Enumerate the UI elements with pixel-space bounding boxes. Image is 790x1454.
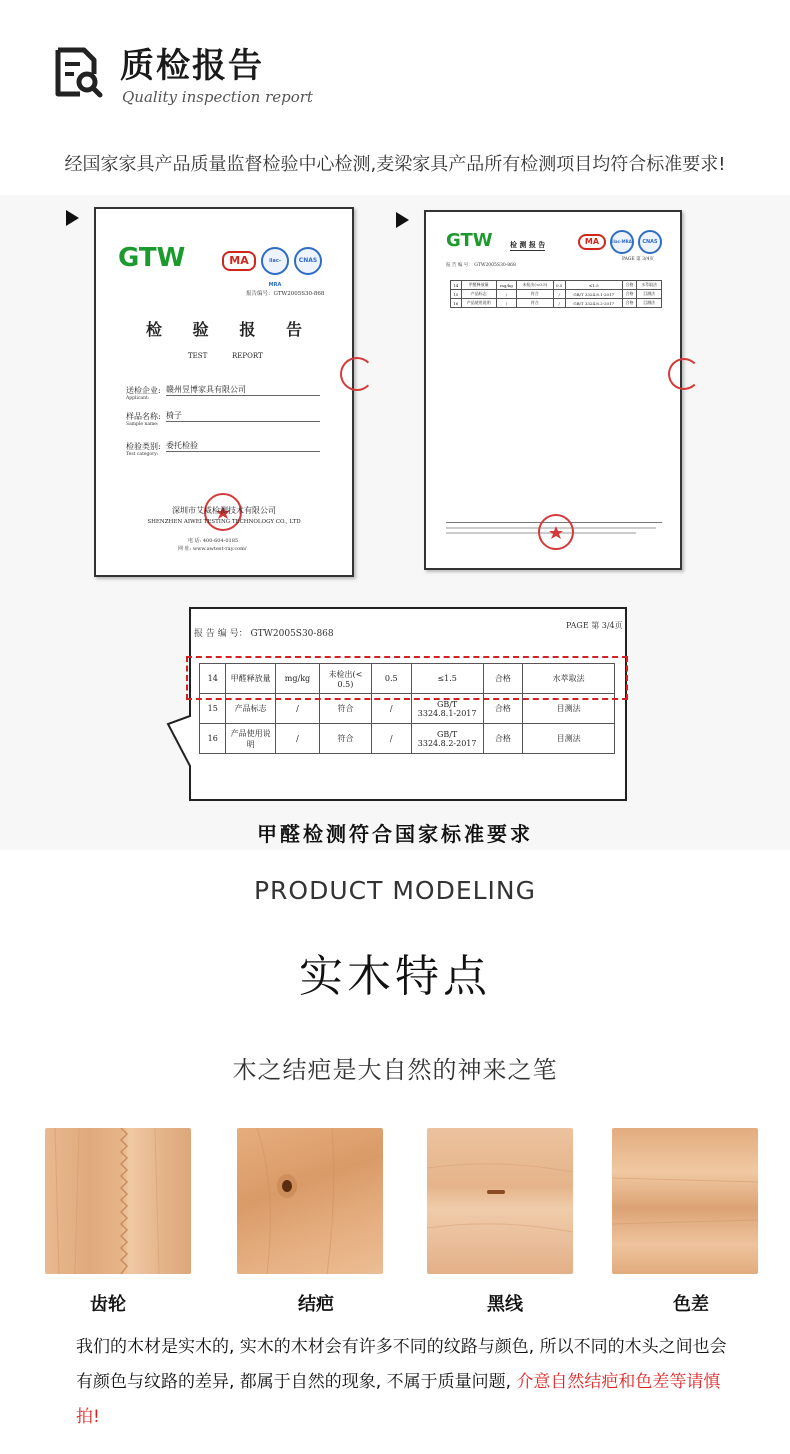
arrow-right-icon: [396, 212, 409, 228]
detail-report-sheet: [424, 210, 682, 570]
report-title-en-2: REPORT: [232, 352, 263, 360]
wood-label-knot: 结疤: [298, 1294, 334, 1315]
report-title: 检 验 报 告: [146, 320, 302, 339]
field-label: 检验类别:: [126, 442, 161, 451]
red-seal-stamp: [538, 514, 574, 550]
table-row: 16 产品使用说 明 / 符合 / GB/T 3324.8.2-2017 合格 目测法: [200, 724, 615, 754]
zoom-page-number: PAGE 第 3/4页: [566, 621, 623, 630]
intro-text: 经国家家具产品质量监督检验中心检测,麦梁家具产品所有检测项目均符合标准要求!: [64, 154, 726, 175]
edge-seal-stamp: [340, 357, 374, 391]
wood-label-finger-joint: 齿轮: [90, 1294, 126, 1315]
highlight-dashed-box: [186, 656, 628, 700]
testing-company: 深圳市艾威检测技术有限公司: [172, 506, 276, 515]
field-label: 送检企业:: [126, 386, 161, 395]
table-row: 14 甲醛释放量 mg/kg 未检出(< 0.5) 0.5 ≤1.5 合格 水萃取法: [200, 664, 615, 694]
knot-wood-image: [237, 1128, 383, 1274]
field-sublabel: Sample name:: [126, 422, 159, 427]
field-value: 赣州昱博家具有限公司: [166, 384, 320, 396]
table-row: 14 甲醛释放量 mg/kg 未检出(<0.5) 0.5 ≤1.5 合格 水萃取法: [451, 281, 662, 290]
wood-label-color-difference: 色差: [673, 1294, 709, 1315]
gtw-logo: GTW: [118, 243, 186, 273]
field-label: 样品名称:: [126, 412, 161, 421]
wood-label-black-line: 黑线: [487, 1294, 523, 1315]
section-english-title: PRODUCT MODELING: [253, 876, 536, 905]
gtw-logo: GTW: [446, 230, 493, 251]
company-phone: 电 话: 400-604-0185: [188, 538, 239, 544]
report-number: 报 告 编 号： GTW2005S30-868: [446, 263, 516, 268]
detail-report-heading: 检 测 报 告: [510, 240, 546, 249]
testing-company-en: SHENZHEN AIWEI TESTING TECHNOLOGY CO., LTD: [147, 519, 301, 525]
detail-results-table: [450, 280, 662, 308]
field-value: 椅子: [166, 410, 320, 422]
page-title: 质检报告: [120, 46, 264, 86]
table-row: 15 产品标志 / 符合 / GB/T 3324.8.1-2017 合格 目测法: [200, 694, 615, 724]
cnas-badge: CNAS: [294, 247, 322, 275]
ilac-badge: ilac-MRA: [610, 230, 634, 254]
color-difference-wood-image: [612, 1128, 758, 1274]
page-subtitle: Quality inspection report: [122, 88, 313, 106]
ma-badge: MA: [578, 234, 606, 250]
page-number: PAGE 第 3/4页: [622, 257, 654, 262]
zoom-report-number: 报 告 编 号： GTW2005S30-868: [194, 629, 334, 639]
ma-badge: MA: [222, 251, 256, 271]
table-row: 15 产品标志 / 符合 / GB/T 3324.8.1-2017 合格 目测法: [451, 290, 662, 299]
report-document-icon: [52, 44, 104, 100]
ilac-badge: ilac-MRA: [261, 247, 289, 275]
black-line-wood-image: [427, 1128, 573, 1274]
section-title: 实木特点: [299, 951, 491, 1002]
cnas-badge: CNAS: [638, 230, 662, 254]
description-text: 我们的木材是实木的, 实木的木材会有许多不同的纹路与颜色, 所以不同的木头之间也会有颜色与纹路的差异, 都属于自然的现象, 不属于质量问题,: [76, 1337, 727, 1392]
report-title-en-1: TEST: [188, 352, 208, 360]
report-number: 报告编号：GTW2005S30-868: [246, 291, 325, 297]
wood-description: [76, 1330, 736, 1435]
description-warning: 介意自然结疤和色差等请慎拍!: [76, 1372, 721, 1427]
edge-seal-stamp: [668, 358, 700, 390]
table-row: 16 产品使用说明 / 符合 / GB/T 3324.8.2-2017 合格 目测法: [451, 299, 662, 308]
field-sublabel: Test category:: [126, 452, 159, 457]
company-website: 网 址: www.awtest-ray.com/: [178, 546, 247, 552]
cover-report-sheet: [94, 207, 354, 577]
formaldehyde-caption: 甲醛检测符合国家标准要求: [257, 822, 533, 846]
arrow-right-icon: [66, 210, 79, 226]
finger-joint-wood-image: [45, 1128, 191, 1274]
field-value: 委托检验: [166, 440, 320, 452]
field-sublabel: Applicant:: [126, 396, 150, 401]
section-subtitle: 木之结疤是大自然的神来之笔: [232, 1056, 558, 1084]
